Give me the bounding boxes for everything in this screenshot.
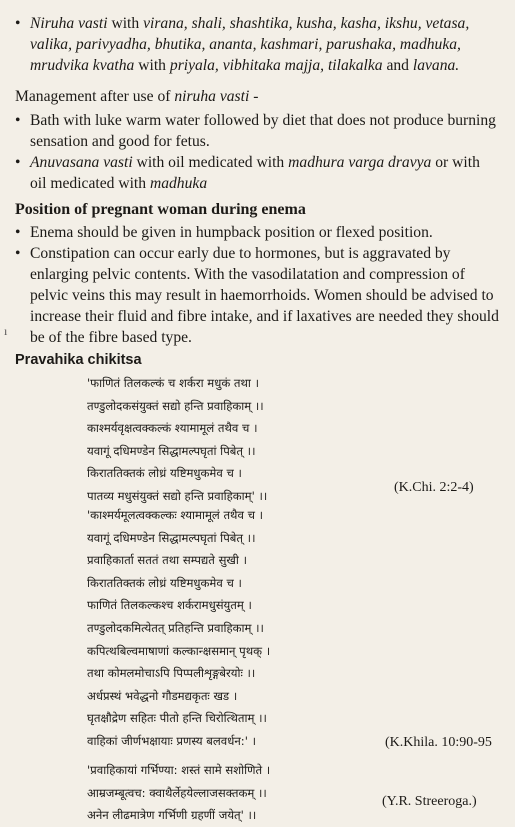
- verse-block-2: [87, 504, 270, 753]
- text-run: with: [134, 57, 170, 74]
- text-run: -: [249, 88, 259, 105]
- text-run: Constipation can occur early due to hormones, but is aggravated by enlarging pelvic contents. With the vasodilatation and compression of pelvic veins this may result in haemorrhoids. Women should be advised to increase their fluid and fibre intake, and if laxatives are needed they should be of the fibre based type.: [30, 245, 499, 346]
- verse-block-1: [87, 372, 267, 508]
- verse-line: पातव्य मधुसंयुक्तं सद्यो हन्ति प्रवाहिकाम्' ।।: [87, 488, 268, 503]
- text-run: with oil medicated with: [132, 154, 289, 171]
- text-run: or with oil medicated with: [30, 154, 480, 192]
- text-run: and: [382, 57, 413, 74]
- verse-line: किराततिक्तकं लोध्रं यष्टिमधुकमेव च ।: [87, 575, 242, 590]
- bullet-item: [0, 222, 502, 243]
- reference-yr: (Y.R. Streeroga.): [382, 794, 477, 809]
- verse-line: किराततिक्तकं लोध्रं यष्टिमधुकमेव च ।: [87, 466, 242, 481]
- italic-term: Niruha vasti: [30, 15, 108, 32]
- reference-kkhila: (K.Khila. 10:90-95: [385, 735, 492, 750]
- bullet-list-niruha: [0, 13, 498, 76]
- verse-line: 'प्रवाहिकायां गर्भिण्या: शस्तं सामे सशोणिते ।: [87, 763, 271, 777]
- bullet-list-position: [0, 222, 502, 348]
- position-heading: Position of pregnant woman during enema: [15, 201, 306, 218]
- verse-line: तण्डुलोदकसंयुक्तं सद्यो हन्ति प्रवाहिकाम् ।।: [87, 398, 264, 413]
- verse-line: यवागूं दधिमण्डेन सिद्धामल्पघृतां पिबेत् ।।: [87, 443, 256, 458]
- italic-term: madhuka: [149, 175, 208, 192]
- verse-block-3: [87, 759, 270, 827]
- verse-line: 'फाणितं तिलकल्कं च शर्करा मधुकं तथा ।: [87, 376, 260, 390]
- bullet-item: [0, 152, 498, 194]
- verse-line: अनेन लीढमात्रेण गर्भिणी ग्रहणीं जयेत्' ।।: [87, 808, 257, 823]
- verse-line: अर्धप्रस्थं भवेद्धनो गौडमद्यकृतः खड ।: [87, 688, 238, 703]
- verse-line: यवागूं दधिमण्डेन सिद्धामल्पघृतां पिबेत् ।।: [87, 530, 256, 545]
- italic-term: lavana.: [412, 57, 460, 74]
- italic-term: niruha vasti: [174, 88, 250, 105]
- bullet-list-management: [0, 110, 498, 194]
- text-run: Enema should be given in humpback position or flexed position.: [30, 224, 433, 241]
- italic-term: Anuvasana vasti: [30, 154, 133, 171]
- italic-term: madhura varga dravya: [288, 154, 432, 171]
- text-run: Management after use of: [15, 88, 175, 105]
- verse-line: कपित्थबिल्वमाषाणां कल्कान्क्षसमान् पृथक् ।: [87, 643, 271, 658]
- italic-term: virana, shali, shashtika, kusha, kasha, ikshu, vetasa, valika, parivyadha, bhutika, ananta, kashmari, parushaka, madhuka, mrudvika kvatha: [30, 15, 470, 74]
- verse-line: आम्रजम्बूत्वच: क्वाथैर्लेहयेल्लाजसक्तकम् ।।: [87, 785, 267, 800]
- verse-line: तण्डुलोदकमित्येतत् प्रतिहन्ति प्रवाहिकाम् ।।: [87, 620, 264, 635]
- italic-term: priyala, vibhitaka majja, tilakalka: [169, 57, 383, 74]
- verse-line: फाणितं तिलकल्कश्च शर्करामधुसंयुतम् ।: [87, 598, 252, 613]
- verse-line: वाहिकां जीर्णभक्षायाः प्रणस्य बलवर्धन:' ।: [87, 733, 256, 748]
- text-run: Bath with luke warm water followed by diet that does not produce burning sensation and good for fetus.: [30, 112, 496, 150]
- reference-kchi: (K.Chi. 2:2-4): [394, 480, 474, 495]
- pravahika-heading: Pravahika chikitsa: [15, 352, 142, 368]
- verse-line: 'काश्मर्यमूलत्वक्कल्कः श्यामामूलं तथैव च ।: [87, 508, 264, 522]
- margin-mark: ı: [4, 324, 8, 338]
- text-run: with: [107, 15, 144, 32]
- bullet-item: [0, 110, 498, 152]
- verse-line: तथा कोमलमोचाऽपि पिप्पलीशृङ्गबेरयोः ।।: [87, 666, 256, 681]
- verse-line: प्रवाहिकार्ता सततं तथा सम्पद्यते सुखी ।: [87, 553, 247, 568]
- management-line: [15, 86, 505, 107]
- bullet-item: [0, 243, 502, 348]
- verse-line: घृतक्षौद्रेण सहितः पीतो हन्ति चिरोत्थिताम् ।।: [87, 711, 267, 726]
- bullet-item: [0, 13, 498, 76]
- verse-line: काश्मर्यवृक्षत्वक्कल्कं श्यामामूलं तथैव च ।: [87, 421, 258, 436]
